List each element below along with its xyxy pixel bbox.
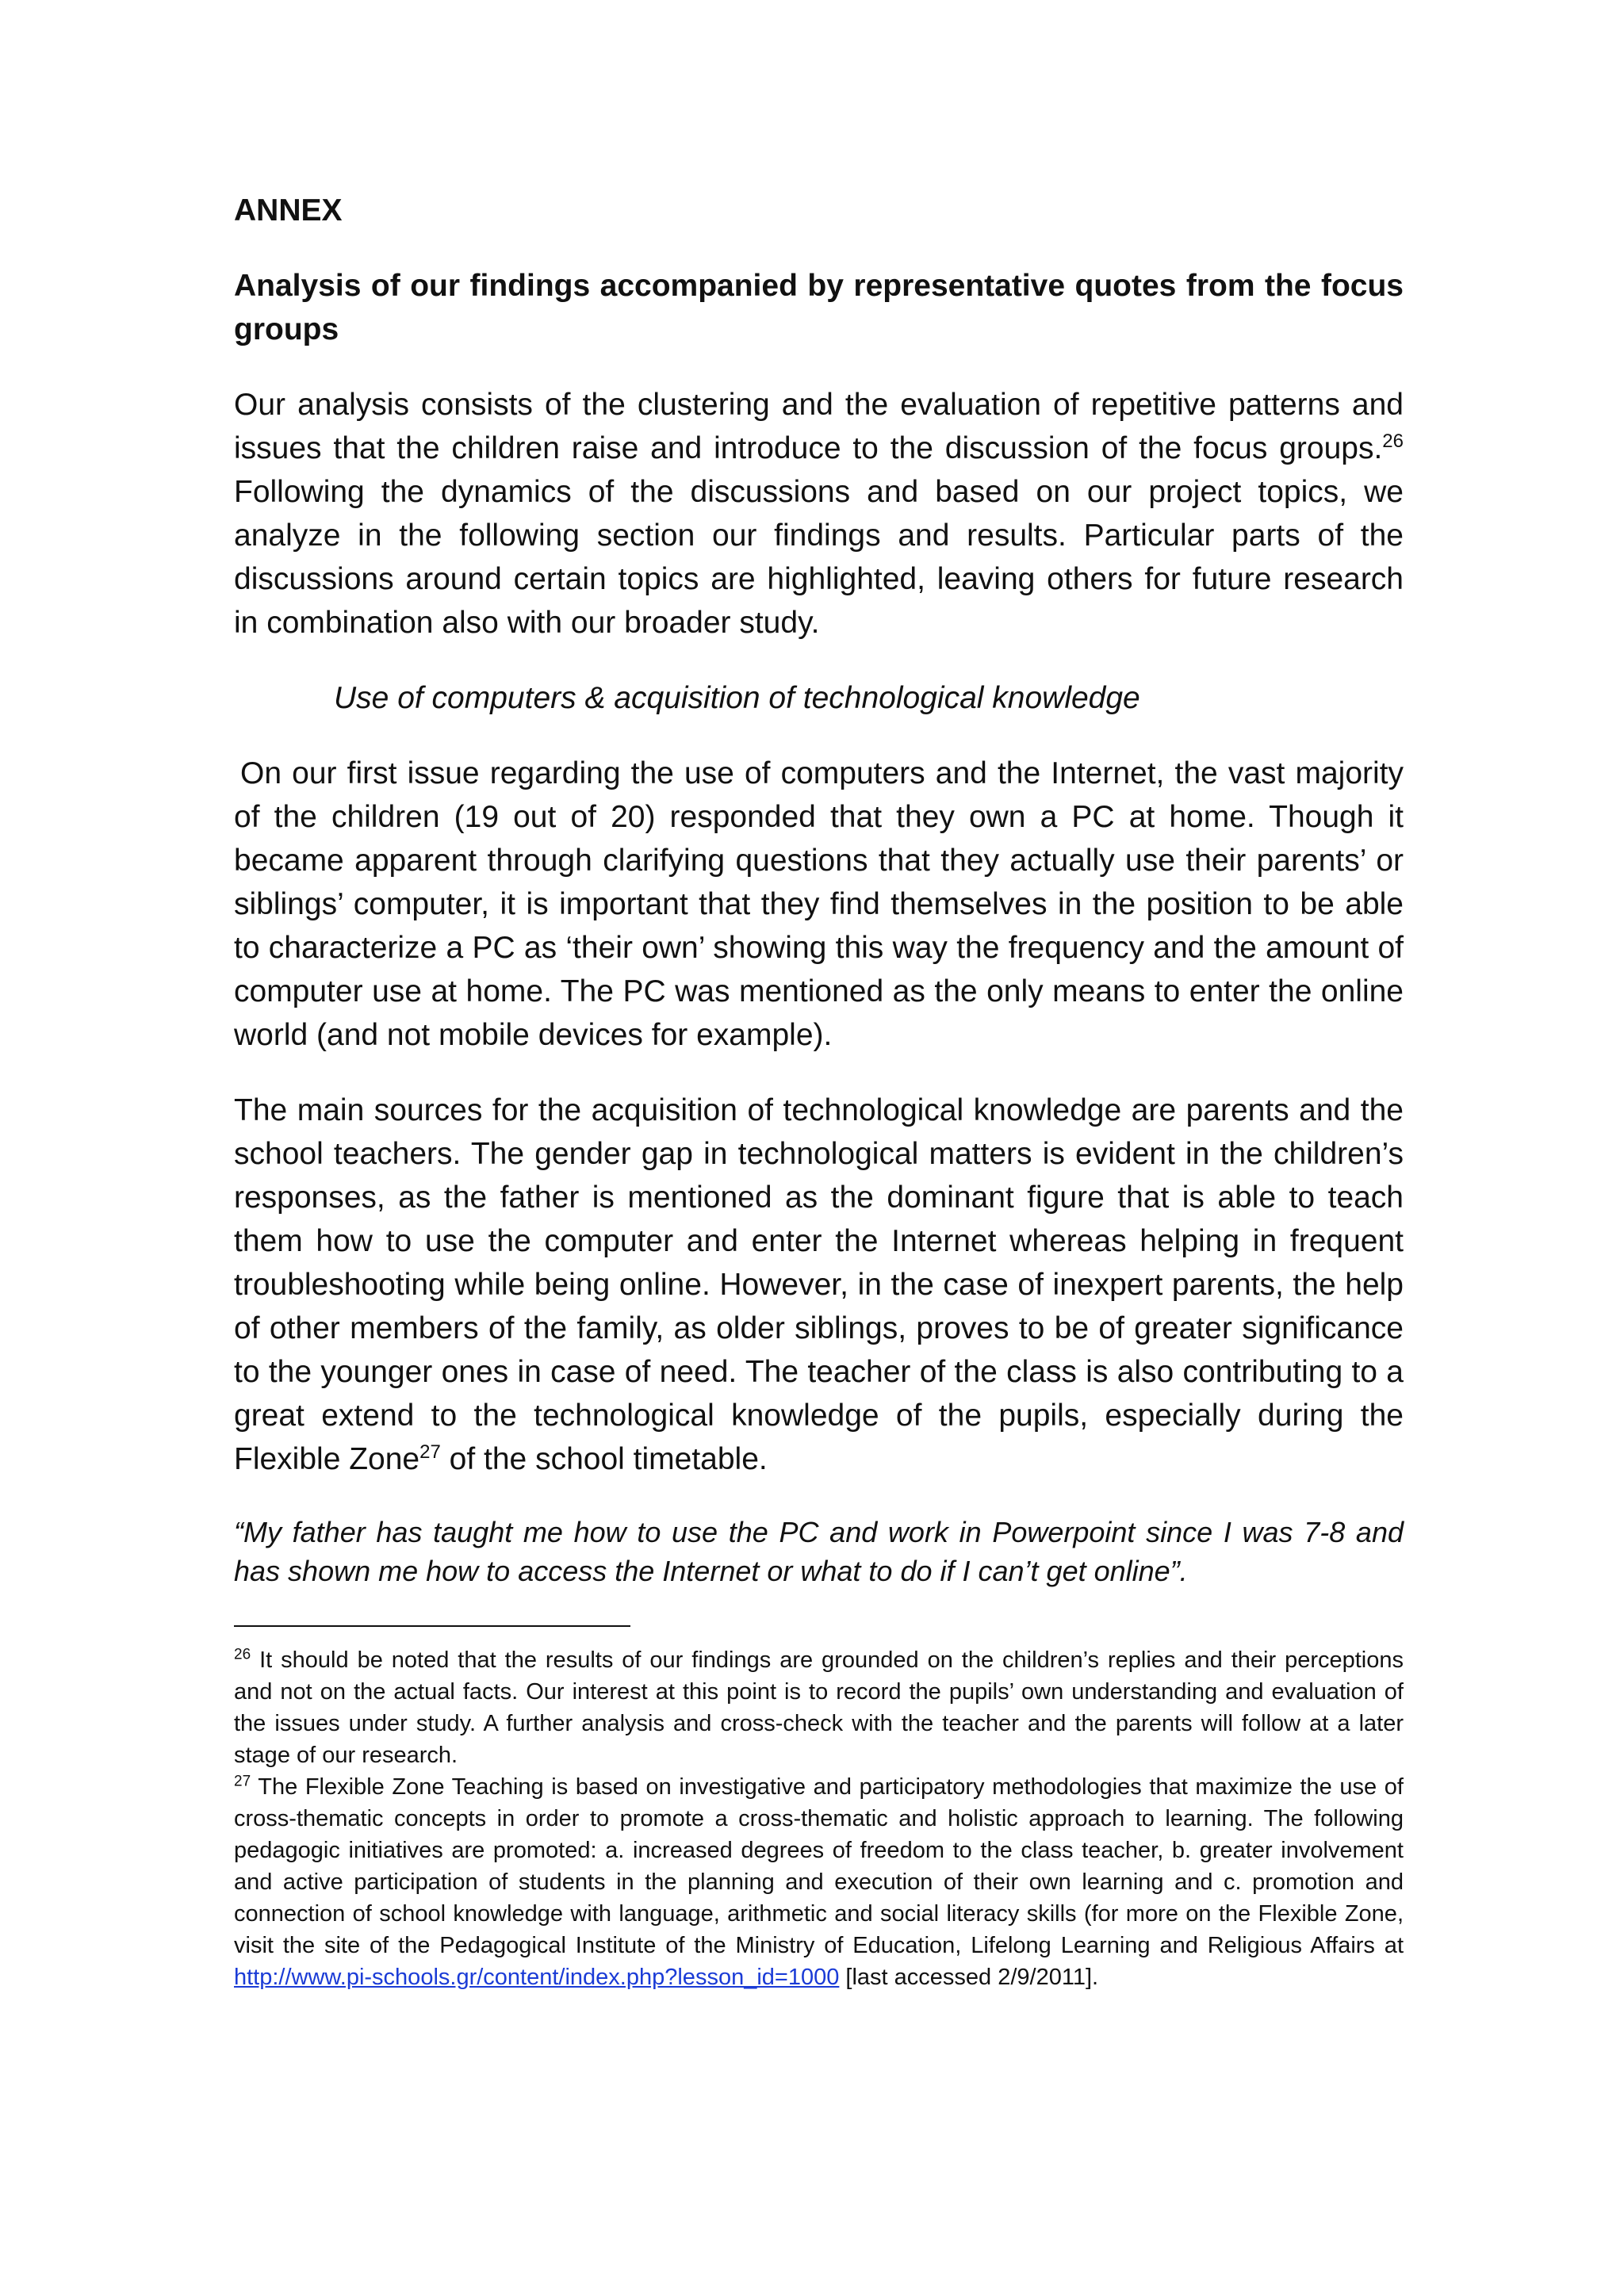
paragraph-3-text: The main sources for the acquisition of technological knowledge are parents and the school teachers. The gender gap in technological matters is evident in the children’s responses, as the father is mentioned as the dominant figure that is able to teach them how to use the computer and enter the Internet whereas helping in frequent troubleshooting while being online. However, in the case of inexpert parents, the help of other members of the family, as older siblings, proves to be of greater significance to the younger ones in case of need. The teacher of the class is also contributing to a great extend to the technological knowledge of the pupils, especially during the Flexible Zone xyxy=(234,1093,1404,1476)
paragraph-1-text: Our analysis consists of the clustering and the evaluation of repetitive patterns and issues that the children raise and introduce to the discussion of the focus groups. xyxy=(234,388,1404,465)
footnote-ref-27[interactable]: 27 xyxy=(419,1441,441,1463)
footnote-ref-26[interactable]: 26 xyxy=(1382,430,1404,452)
footnote-27 xyxy=(234,1771,1404,1993)
section-title: Use of computers & acquisition of technological knowledge xyxy=(334,681,1140,715)
analysis-subheading: Analysis of our findings accompanied by representative quotes from the focus groups xyxy=(234,269,1404,346)
footnote-divider xyxy=(234,1625,630,1627)
annex-heading: ANNEX xyxy=(234,193,343,228)
footnote-number: 26 xyxy=(234,1646,251,1663)
paragraph-computer-use: On our first issue regarding the use of computers and the Internet, the vast majority of the children (19 out of 20) responded that they own a PC at home. Though it became apparent through clarifying questions that they actually use their parents’ or siblings’ computer, it is important that they find themselves in the position to be able to characterize a PC as ‘their own’ showing this way the frequency and the amount of computer use at home. The PC was mentioned as the only means to enter the online world (and not mobile devices for example). xyxy=(234,756,1404,1052)
footnote-text: It should be noted that the results of our findings are grounded on the children’s replies and their perceptions and not on the actual facts. Our interest at this point is to record the pupils’ own understanding and evaluation of the issues under study. A further analysis and cross-check with the teacher and the parents will follow at a later stage of our research. xyxy=(234,1647,1404,1768)
footnote-text-end: [last accessed 2/9/2011]. xyxy=(839,1965,1099,1990)
paragraph-analysis-intro xyxy=(234,383,1404,645)
paragraph-knowledge-sources xyxy=(234,1089,1404,1481)
pupil-quote: “My father has taught me how to use the PC and work in Powerpoint since I was 7-8 and has shown me how to access the Internet or what to do if I can’t get online”. xyxy=(234,1516,1404,1587)
paragraph-1-text-cont: Following the dynamics of the discussions and based on our project topics, we analyze in the following section our findings and results. Particular parts of the discussions around certain topics are highlighted, leaving others for future research in combination also with our broader study. xyxy=(234,475,1404,640)
pi-schools-link[interactable]: http://www.pi-schools.gr/content/index.php?lesson_id=1000 xyxy=(234,1965,840,1990)
paragraph-3-text-cont: of the school timetable. xyxy=(440,1442,768,1476)
document-page xyxy=(234,189,1404,1993)
footnote-26 xyxy=(234,1644,1404,1771)
footnote-number: 27 xyxy=(234,1773,251,1790)
footnote-text: The Flexible Zone Teaching is based on investigative and participatory methodologies that maximize the use of cross-thematic concepts in order to promote a cross-thematic and holistic approach to learning. The following pedagogic initiatives are promoted: a. increased degrees of freedom to the class teacher, b. greater involvement and active participation of students in the planning and execution of their own learning and c. promotion and connection of school knowledge with language, arithmetic and social literacy skills (for more on the Flexible Zone, visit the site of the Pedagogical Institute of the Ministry of Education, Lifelong Learning and Religious Affairs at xyxy=(234,1774,1404,1958)
